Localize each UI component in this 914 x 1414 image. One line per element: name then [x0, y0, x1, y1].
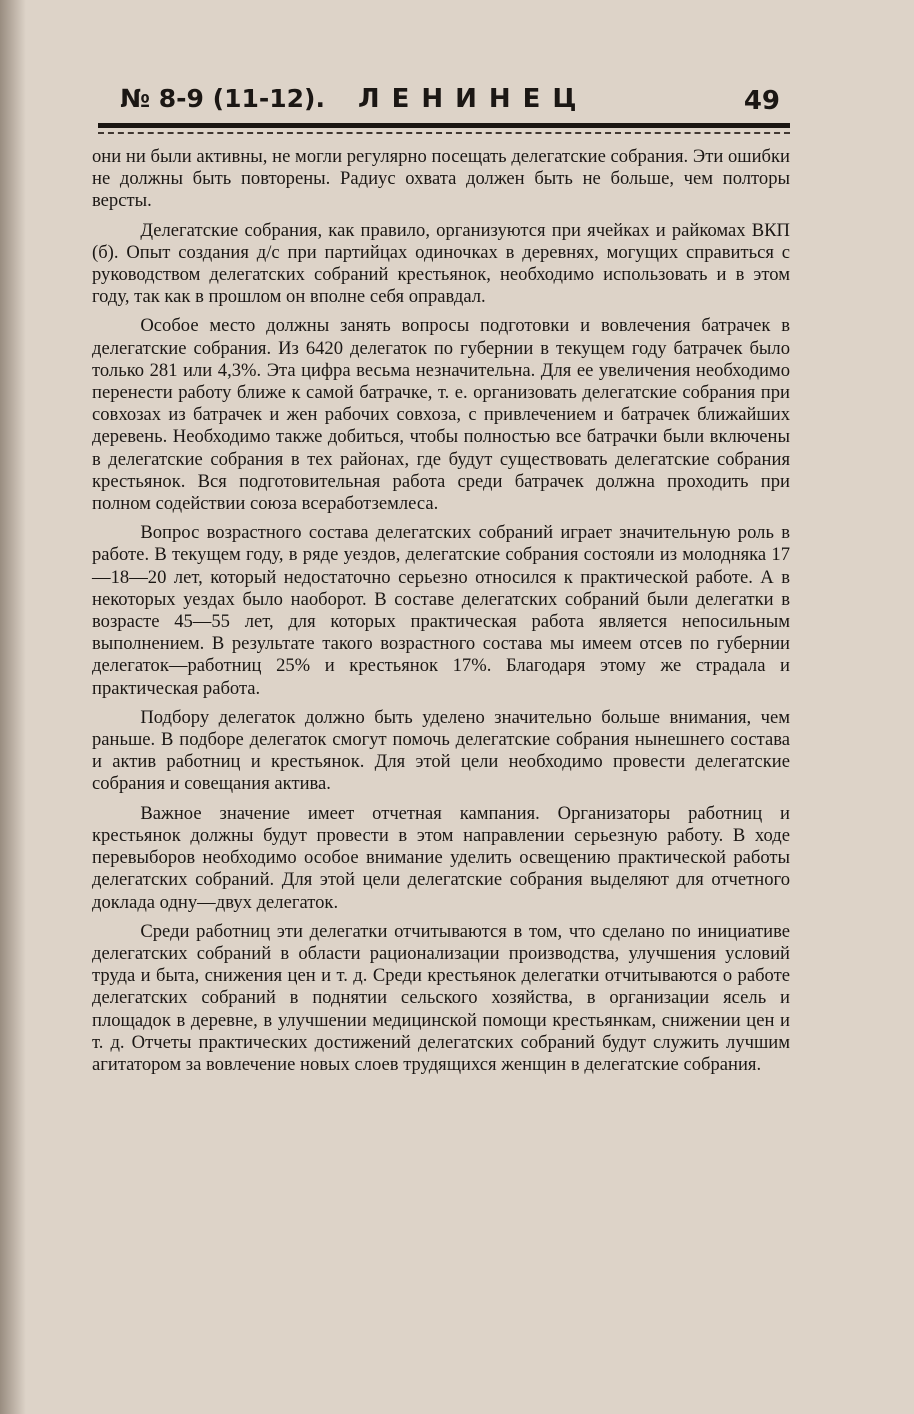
paragraph-4: Вопрос возрастного состава делегатских собраний играет значительную роль в работе. В текущем году, в ряде уездов, делегатские собрания состояли из молодняка 17—18—20 лет, который недостаточно серьезно относился к практической работе. А в некоторых уездах было наоборот. В составе делегатских собраний были делегатки в возрасте 45—55 лет, для которых практическая работа является непосильным выполнением. В результате такого возрастного состава мы имеем отсев по губернии делегаток—работниц 25% и крестьянок 17%. Благодаря этому же страдала и практическая работа. [92, 522, 790, 699]
header-rule-thin [98, 132, 790, 134]
article-body [92, 146, 790, 1083]
publication-title: ЛЕНИНЕЦ [358, 84, 589, 114]
binding-shadow [0, 0, 26, 1414]
paragraph-6: Важное значение имеет отчетная кампания. Организаторы работниц и крестьянок должны будут провести в этом направлении серьезную работу. В ходе перевыборов необходимо особое внимание уделить освещению практической работы делегатских собраний. Для этой цели делегатские собрания выделяют для отчетного доклада одну—двух делегаток. [92, 802, 790, 913]
paragraph-2: Делегатские собрания, как правило, организуются при ячейках и райкомах ВКП (б). Опыт создания д/с при партийцах одиночках в деревнях, могущих справиться с руководством делегатских собраний крестьянок, необходимо использовать и в этом году, так как в прошлом он вполне себя оправдал. [92, 219, 790, 308]
paragraph-3: Особое место должны занять вопросы подготовки и вовлечения батрачек в делегатские собрания. Из 6420 делегаток по губернии в текущем году батрачек было только 281 или 4,3%. Эта цифра весьма незначительна. Для ее увеличения необходимо перенести работу ближе к самой батрачке, т. е. организовать делегатские собрания при совхозах из батрачек и жен рабочих совхоза, с привлечением и батрачек ближайших деревень. Необходимо также добиться, чтобы полностью все батрачки были включены в делегатские собрания в тех районах, где будут существовать делегатские собрания крестьянок. Вся подготовительная работа среди батрачек должна проходить при полном содействии союза всеработземлеса. [92, 315, 790, 515]
paragraph-5: Подбору делегаток должно быть уделено значительно больше внимания, чем раньше. В подборе делегаток смогут помочь делегатские собрания нынешнего состава и актив работниц и крестьянок. Для этой цели необходимо провести делегатские собрания и совещания актива. [92, 706, 790, 795]
header-rule-thick [98, 123, 790, 128]
page-header [120, 78, 790, 124]
issue-number: № 8-9 (11-12). [120, 84, 325, 113]
paragraph-1: они ни были активны, не могли регулярно посещать делегатские собрания. Эти ошибки не должны быть повторены. Радиус охвата должен быть не больше, чем полторы версты. [92, 146, 790, 212]
paragraph-7: Среди работниц эти делегатки отчитываются в том, что сделано по инициативе делегатских собраний в области рационализации производства, улучшения условий труда и быта, снижения цен и т. д. Среди крестьянок делегатки отчитываются о работе делегатских собраний в поднятии сельского хозяйства, в организации ясель и площадок в деревне, в улучшении медицинской помощи крестьянкам, снижении цен и т. д. Отчеты практических достижений делегатских собраний будут служить лучшим агитатором за вовлечение новых слоев трудящихся женщин в делегатские собрания. [92, 920, 790, 1075]
page-number: 49 [743, 86, 780, 116]
